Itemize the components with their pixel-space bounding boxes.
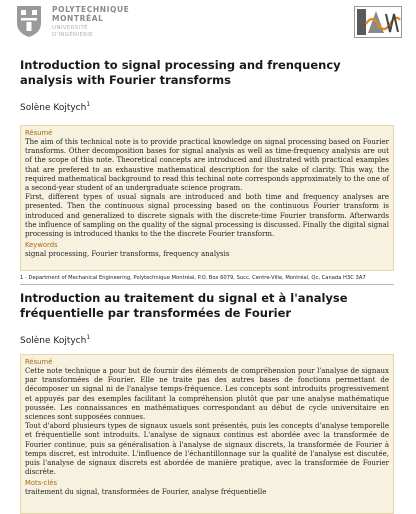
- author-en: [20, 101, 394, 113]
- abstract-body-en: [25, 138, 389, 239]
- institution-tagline-line1: UNIVERSITÉ: [52, 25, 88, 31]
- author-name-en: Solène Kojtych: [20, 103, 87, 113]
- section-divider: [20, 284, 394, 285]
- author-name-fr: Solène Kojtych: [20, 336, 87, 346]
- keywords-fr: traitement du signal, transformées de Fourier, analyse fréquentielle: [25, 488, 267, 497]
- polytechnique-shield-icon: [14, 3, 44, 39]
- paper-fr-heading: [20, 291, 394, 346]
- keywords-en: signal processing, Fourier transforms, frequency analysis: [25, 250, 230, 259]
- page-header: [0, 0, 416, 48]
- abstract-heading-en: Résumé: [25, 129, 53, 137]
- lab-logo: [354, 6, 402, 38]
- paper-en-heading: [20, 58, 394, 113]
- polytechnique-logo: [14, 3, 130, 45]
- abstract-paragraph-2-fr: Tout d'abord plusieurs types de signaux usuels sont présentés, puis les concepts d'analyse temporelle et fréquentielle sont introduits. L'analyse de signaux continus est abordée avec la transformée de Fourier continue, puis sa généralisation à l'analyse de signaux discrets, la transformée de Fourier à temps discret, est introduite. L'influence de l'échantillonnage sur la qualité de l'analyse est discutée, puis l'analyse de signaux discrets est abordée de manière pratique, avec la transformée de Fourier discrète.: [25, 422, 389, 477]
- keywords-heading-en: Keywords: [25, 241, 58, 250]
- author-sup-en: 1: [86, 101, 91, 108]
- paper-title-fr: Introduction au traitement du signal et à l'analyse fréquentielle par transformées de Fourier: [20, 291, 348, 320]
- author-fr: [20, 334, 394, 346]
- lab-logo-icon: [354, 6, 402, 38]
- abstract-paragraph-2-en: First, different types of usual signals are introduced and both time and frequency analyses are presented. Then the continuous signal processing based on the continuous Fourier transform is introduced and generalized to discrete signals with the discrete-time Fourier transform. Afterwards the influence of sampling on the quality of the signal processing is discussed. Finally the digital signal processing is introduced thanks to the the discrete Fourier transform.: [25, 193, 389, 239]
- abstract-box-en: [20, 125, 394, 271]
- abstract-paragraph-1-fr: Cette note technique a pour but de fournir des éléments de compréhension pour l'analyse de signaux par transformées de Fourier. Elle ne traite pas des autres bases de fonctions permettant de décomposer un signal ni de l'analyse temps-fréquence. Les concepts sont introduits progressivement et appuyés par des exemples facilitant la compréhension plutôt que par une analyse mathématique poussée. Les connaissances en mathématiques correspondant au début de cycle universitaire en sciences sont supposées connues.: [25, 367, 389, 422]
- author-sup-fr: 1: [86, 334, 91, 341]
- abstract-heading-fr: Résumé: [25, 358, 53, 366]
- abstract-body-fr: [25, 367, 389, 477]
- paper-title-en: Introduction to signal processing and frenquency analysis with Fourier transforms: [20, 58, 341, 87]
- institution-tagline-line2: D'INGÉNIERIE: [52, 32, 93, 38]
- abstract-paragraph-1-en: The aim of this technical note is to provide practical knowledge on signal processing based on Fourier transforms. Other decomposition bases for signal analysis as well as time-frequency analysis are out of the scope of this note. Theoretical concepts are introduced and illustrated with practical examples that are prefered to an exhaustive mathematical description for the sake of clarity. This way, the required mathematical background to read this techinal note corresponds approximately to the one of a second-year student of an undergraduate science program.: [25, 138, 389, 193]
- affiliation-footnote: 1 - Department of Mechanical Engineering, Polytechnique Montréal, P.O. Box 6079, Succ. Centre-Ville, Montréal, Qc, Canada H3C 3A7: [20, 275, 366, 281]
- institution-name-line1: POLYTECHNIQUE: [52, 5, 130, 14]
- keywords-heading-fr: Mots-clés: [25, 479, 58, 488]
- abstract-box-fr: [20, 354, 394, 514]
- institution-name-line2: MONTRÉAL: [52, 14, 104, 23]
